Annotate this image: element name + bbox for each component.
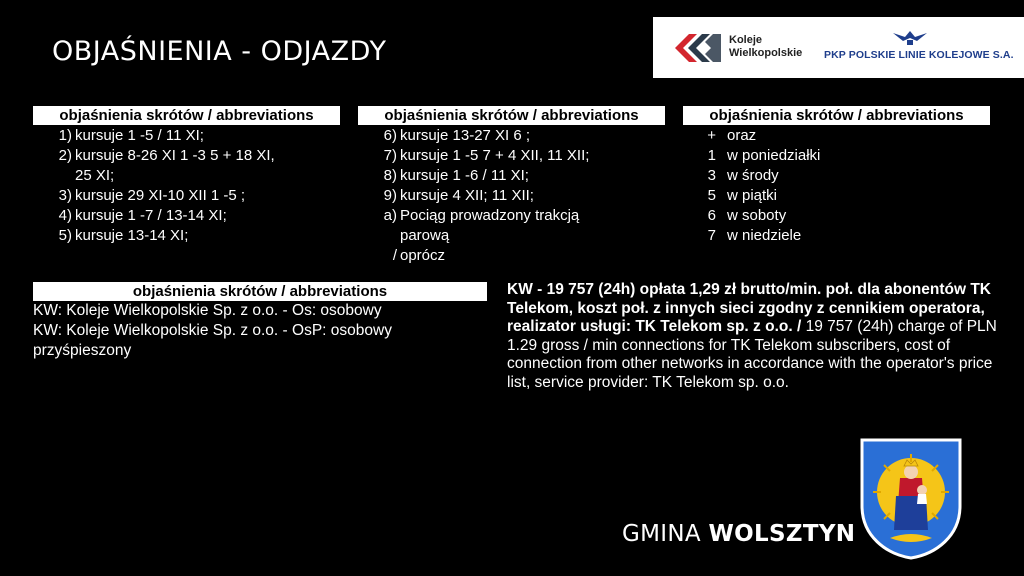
abbrev-3-marker: 7 [707,227,716,244]
wolsztyn-coat-of-arms-icon [860,438,962,560]
koleje-wielkopolskie-logo-icon [675,34,721,62]
abbrev-2-row [358,226,678,246]
abbrev-2-text: kursuje 1 -6 / 11 XI; [400,167,529,184]
abbrev-2-text: oprócz [400,247,446,264]
abbrev-1-marker: 2) [58,147,72,164]
abbrev-1-text: kursuje 8-26 XI 1 -3 5 + 18 XI, [75,147,275,164]
abbrev-1-text: kursuje 1 -5 / 11 XI; [75,127,204,144]
page-title: OBJAŚNIENIA - ODJAZDY [52,36,387,67]
abbrev-3-row [683,126,1003,146]
carrier-line-3: przyśpieszony [33,342,132,359]
abbrev-3-text: w środy [727,167,779,184]
abbreviations-list-3 [683,126,1003,246]
abbrev-1-text: kursuje 1 -7 / 13-14 XI; [75,207,227,224]
abbreviations-header-2: objaśnienia skrótów / abbreviations [358,106,665,125]
abbrev-2-text: kursuje 1 -5 7 + 4 XII, 11 XII; [400,147,590,164]
pkp-logo-text: PKP POLSKIE LINIE KOLEJOWE S.A. [824,49,1014,61]
abbrev-2-marker: 6) [383,127,397,144]
tk-info-normal: 19 757 (24h) charge of PLN 1.29 gross / min connections for TK Telekom subscribers, cost of connection from other networks in accordance with the operator's price list, service provider: TK Telekom sp. o.o. [507,318,997,391]
abbreviations-list-2 [358,126,678,266]
abbrev-2-row [358,166,678,186]
abbreviations-header-1: objaśnienia skrótów / abbreviations [33,106,340,125]
abbrev-1-row [33,226,353,246]
abbreviations-header-4: objaśnienia skrótów / abbreviations [33,282,487,301]
abbrev-1-text: kursuje 13-14 XI; [75,227,189,244]
abbrev-3-marker: 6 [707,207,716,224]
abbrev-2-row [358,186,678,206]
carriers-list [33,301,493,361]
abbrev-1-row [33,186,353,206]
abbrev-1-marker: 1) [58,127,72,144]
abbrev-1-text: kursuje 29 XI-10 XII 1 -5 ; [75,187,246,204]
abbrev-2-marker: / [392,247,397,264]
abbrev-3-text: w soboty [727,207,787,224]
abbrev-1-text: 25 XI; [75,167,115,184]
abbrev-1-row [33,206,353,226]
abbrev-2-marker: 9) [383,187,397,204]
abbrev-2-marker: 8) [383,167,397,184]
abbrev-2-row [358,206,678,226]
abbrev-2-text: kursuje 13-27 XI 6 ; [400,127,531,144]
abbrev-1-marker: 3) [58,187,72,204]
abbrev-3-row [683,206,1003,226]
abbrev-3-text: w niedziele [727,227,802,244]
abbrev-3-marker: 3 [707,167,716,184]
abbreviations-list-1 [33,126,353,246]
abbrev-1-row [33,146,353,166]
abbrev-1-row [33,126,353,146]
gmina-label [622,521,855,547]
gmina-word: GMINA [622,521,701,547]
abbrev-2-row [358,246,678,266]
koleje-logo-text [729,34,802,60]
koleje-line1: Koleje [729,34,763,46]
abbrev-2-text: kursuje 4 XII; 11 XII; [400,187,534,204]
carrier-line-2: KW: Koleje Wielkopolskie Sp. z o.o. - OsP: osobowy [33,322,392,339]
abbrev-2-text: parową [400,227,450,244]
carrier-line-1: KW: Koleje Wielkopolskie Sp. z o.o. - Os: osobowy [33,302,382,319]
koleje-line2: Wielkopolskie [729,47,803,59]
abbrev-3-row [683,186,1003,206]
tk-info-bold: KW - 19 757 (24h) opłata 1,29 zł brutto/min. poł. dla abonentów TK Telekom, koszt poł. z innych sieci zgodny z cennikiem operatora, realizator usługi: TK Telekom sp. z o.o. / [507,281,991,335]
abbrev-2-row [358,126,678,146]
abbrev-1-row [33,166,353,186]
abbrev-2-row [358,146,678,166]
abbrev-3-text: oraz [727,127,757,144]
abbrev-3-marker: + [707,127,716,144]
abbrev-1-marker: 5) [58,227,72,244]
pkp-eagle-icon [893,29,927,45]
abbrev-2-text: Pociąg prowadzony trakcją [400,207,580,224]
abbrev-3-text: w poniedziałki [727,147,821,164]
abbrev-1-marker: 4) [58,207,72,224]
gmina-town: WOLSZTYN [708,521,856,547]
abbrev-2-marker: 7) [383,147,397,164]
abbrev-3-row [683,166,1003,186]
abbrev-3-text: w piątki [727,187,778,204]
tk-telekom-info [507,281,997,392]
abbrev-3-row [683,226,1003,246]
abbrev-3-row [683,146,1003,166]
abbrev-3-marker: 1 [707,147,716,164]
abbrev-2-marker: a) [383,207,397,224]
abbreviations-header-3: objaśnienia skrótów / abbreviations [683,106,990,125]
abbrev-3-marker: 5 [707,187,716,204]
logo-banner [653,17,1024,78]
